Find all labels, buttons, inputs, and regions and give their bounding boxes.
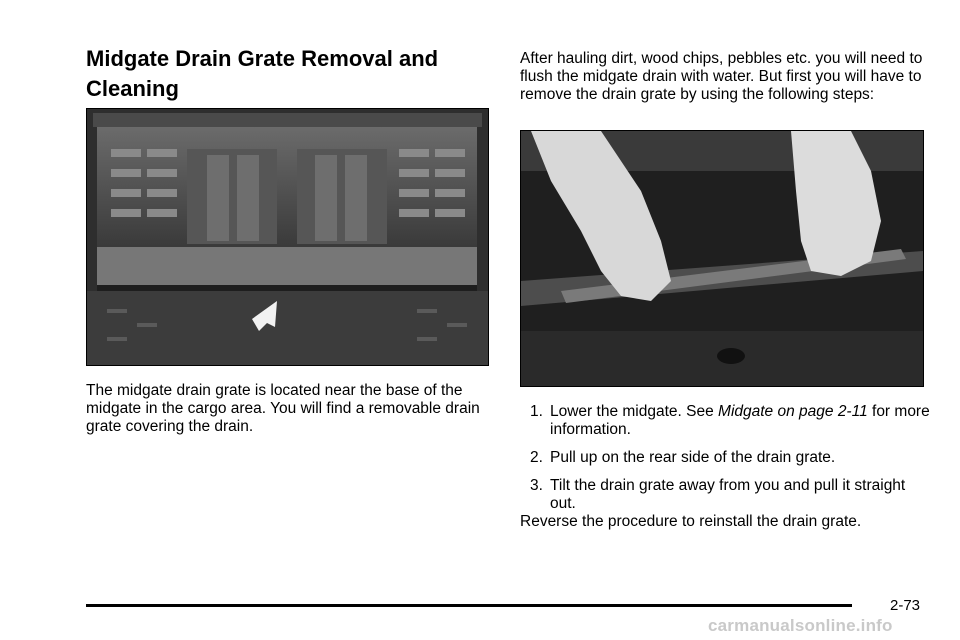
midgate-photo-illustration [87,109,488,365]
step-number: 1. [530,403,543,420]
watermark: carmanualsonline.info [708,616,893,635]
footer-divider [86,604,852,607]
midgate-drain-grate-photo [86,108,489,366]
step-text: Lower the midgate. See [550,403,719,420]
section-heading: Midgate Drain Grate Removal and Cleaning [86,46,439,101]
step-number: 2. [530,449,543,466]
steps-list [520,403,930,523]
step-item [520,449,930,467]
step-item [520,477,930,513]
step-item [520,403,930,439]
page-number: 2-73 [890,597,921,614]
step-text: Pull up on the rear side of the drain grate. [550,449,836,466]
midgate-page-reference: Midgate on page 2-11 [718,403,868,420]
closing-paragraph: Reverse the procedure to reinstall the drain grate. [520,513,862,530]
drain-grate-removal-photo [520,130,924,387]
removal-photo-illustration [521,131,923,386]
step-text: Tilt the drain grate away from you and pull it straight out. [550,477,906,512]
right-intro-paragraph: After hauling dirt, wood chips, pebbles etc. you will need to flush the midgate drain with water. But first you will have to remove the drain grate by using the following steps: [520,50,923,103]
step-text: for more information. [550,403,930,438]
left-paragraph: The midgate drain grate is located near the base of the midgate in the cargo area. You will find a removable drain grate covering the drain. [86,382,480,435]
step-number: 3. [530,477,543,494]
